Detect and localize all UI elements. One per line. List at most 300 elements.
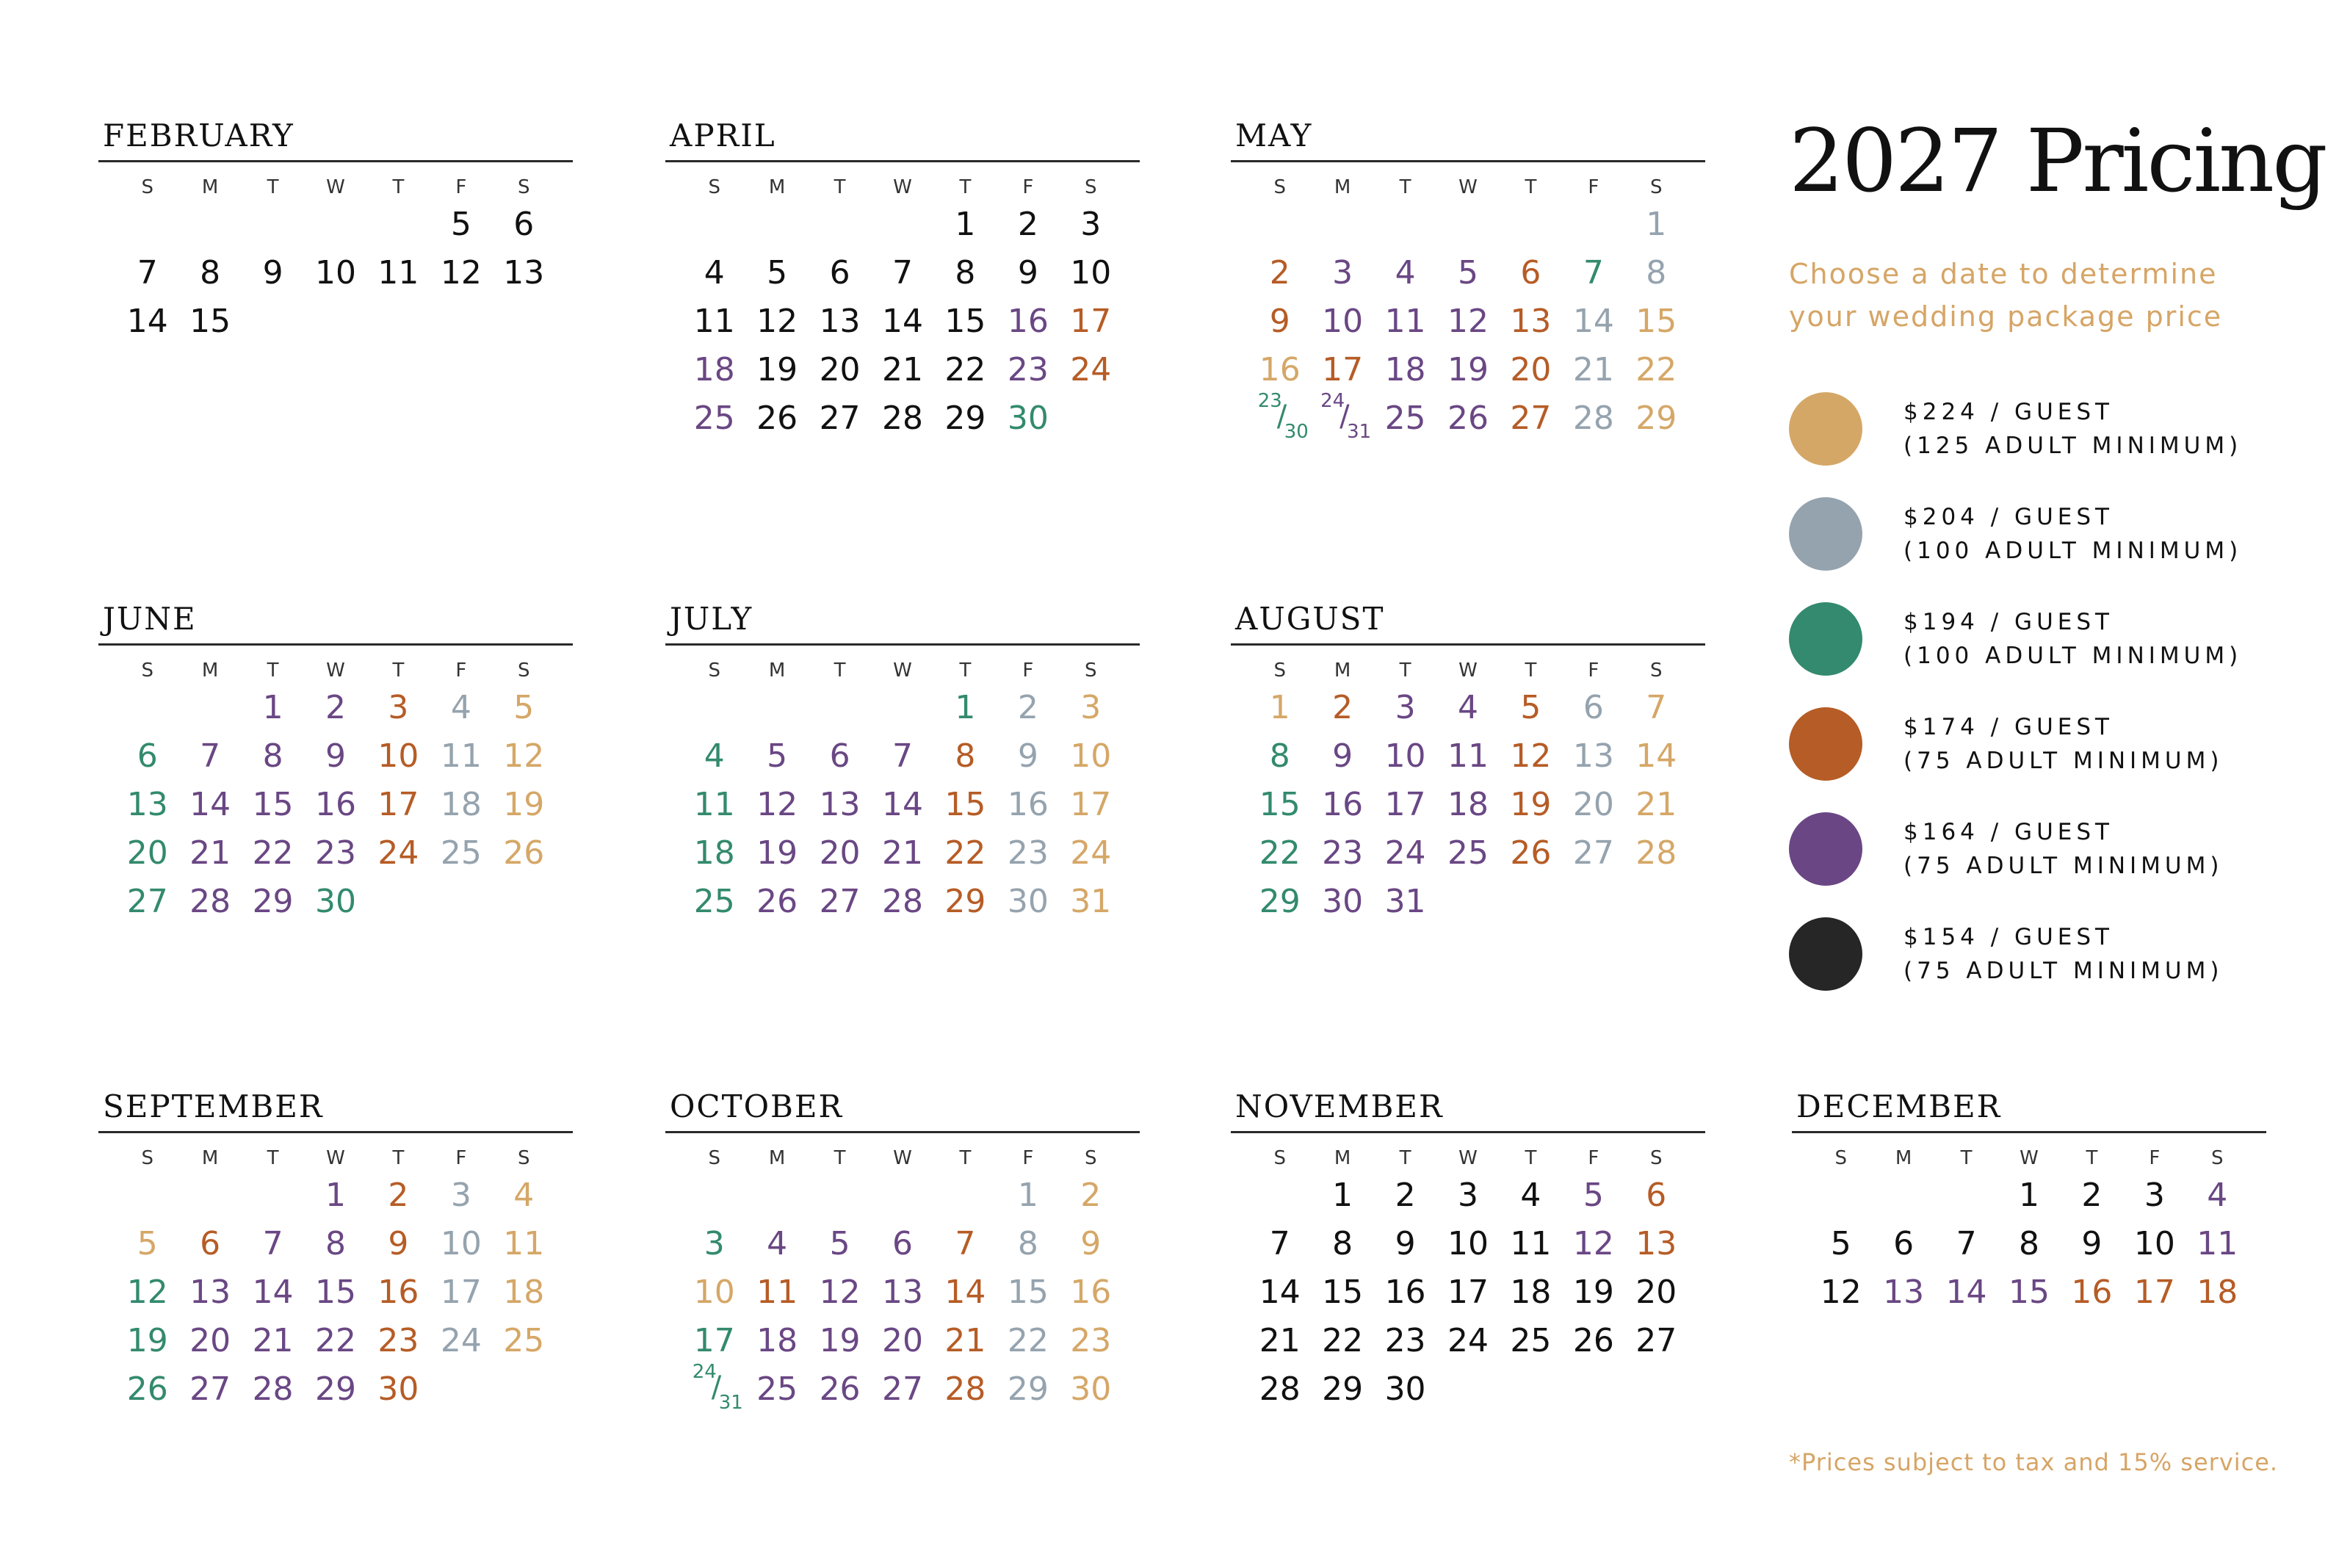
date-cell[interactable] — [997, 829, 1059, 878]
date-cell[interactable] — [1374, 1317, 1436, 1365]
date-cell[interactable] — [242, 1220, 304, 1268]
date-number: 4 — [1395, 254, 1416, 292]
date-cell[interactable] — [178, 1268, 241, 1317]
date-cell[interactable] — [1374, 781, 1436, 829]
date-cell[interactable] — [683, 346, 745, 394]
date-cell[interactable] — [871, 1268, 933, 1317]
date-cell[interactable] — [997, 732, 1059, 781]
date-cell[interactable] — [178, 1365, 241, 1414]
date-cell[interactable] — [1311, 732, 1373, 781]
date-cell[interactable] — [997, 1365, 1059, 1414]
date-cell[interactable] — [116, 781, 178, 829]
date-cell[interactable] — [1248, 1365, 1311, 1414]
date-cell[interactable] — [1060, 1268, 1122, 1317]
date-cell[interactable] — [1248, 1317, 1311, 1365]
date-cell[interactable] — [934, 394, 997, 443]
date-cell[interactable] — [1248, 1220, 1311, 1268]
date-cell[interactable] — [683, 297, 745, 346]
date-cell[interactable] — [745, 781, 808, 829]
date-cell[interactable] — [1311, 1220, 1373, 1268]
date-cell[interactable] — [1374, 1171, 1436, 1220]
date-cell[interactable] — [1998, 1220, 2060, 1268]
date-number: 6 — [200, 1225, 221, 1262]
date-cell[interactable] — [745, 249, 808, 297]
date-cell[interactable] — [683, 394, 745, 443]
date-cell[interactable] — [683, 249, 745, 297]
date-cell[interactable] — [1060, 1220, 1122, 1268]
date-cell[interactable] — [178, 249, 241, 297]
date-cell[interactable] — [997, 297, 1059, 346]
date-cell[interactable] — [304, 878, 366, 926]
date-cell[interactable] — [1625, 829, 1688, 878]
date-cell[interactable] — [997, 684, 1059, 732]
date-cell[interactable] — [242, 781, 304, 829]
date-cell[interactable] — [1060, 297, 1122, 346]
date-cell[interactable] — [745, 1220, 808, 1268]
date-cell[interactable] — [116, 829, 178, 878]
date-cell[interactable] — [1500, 297, 1562, 346]
legend-minimum: (125 ADULT MINIMUM) — [1904, 433, 2243, 459]
date-cell[interactable] — [1374, 878, 1436, 926]
date-cell[interactable] — [934, 200, 997, 249]
date-cell[interactable] — [934, 732, 997, 781]
date-cell[interactable] — [745, 297, 808, 346]
date-cell[interactable] — [2186, 1171, 2249, 1220]
date-cell[interactable] — [493, 1171, 555, 1220]
date-cell[interactable] — [1060, 781, 1122, 829]
date-cell[interactable] — [1374, 297, 1436, 346]
date-cell[interactable] — [1562, 684, 1624, 732]
date-cell[interactable] — [1935, 1268, 1998, 1317]
date-cell[interactable] — [430, 200, 492, 249]
date-number: 5 — [767, 737, 788, 775]
date-cell[interactable] — [1311, 684, 1373, 732]
date-number: 16 — [377, 1273, 419, 1311]
date-cell[interactable] — [304, 1171, 366, 1220]
date-cell[interactable] — [934, 1317, 997, 1365]
date-cell[interactable] — [430, 249, 492, 297]
date-cell[interactable] — [1436, 1220, 1499, 1268]
date-cell[interactable] — [1436, 829, 1499, 878]
date-cell[interactable] — [1248, 297, 1311, 346]
date-cell[interactable] — [1374, 732, 1436, 781]
date-cell[interactable] — [809, 1268, 871, 1317]
date-cell[interactable] — [1998, 1268, 2060, 1317]
date-cell[interactable] — [871, 1365, 933, 1414]
date-cell[interactable] — [1935, 1220, 1998, 1268]
date-cell[interactable] — [871, 1317, 933, 1365]
date-cell[interactable] — [242, 1317, 304, 1365]
date-cell[interactable] — [430, 1268, 492, 1317]
date-number: 20 — [819, 351, 861, 389]
weekday-label: M — [768, 660, 786, 682]
date-cell[interactable] — [1562, 781, 1624, 829]
date-cell[interactable] — [242, 1365, 304, 1414]
date-cell[interactable] — [1625, 684, 1688, 732]
date-cell[interactable] — [871, 346, 933, 394]
date-cell[interactable] — [1562, 249, 1624, 297]
date-cell[interactable] — [178, 829, 241, 878]
date-cell[interactable] — [493, 249, 555, 297]
date-cell[interactable] — [116, 249, 178, 297]
date-cell[interactable] — [1625, 1317, 1688, 1365]
date-cell[interactable] — [871, 878, 933, 926]
date-cell[interactable] — [1562, 829, 1624, 878]
date-cell[interactable] — [1562, 732, 1624, 781]
date-cell[interactable] — [871, 829, 933, 878]
date-cell[interactable] — [1060, 732, 1122, 781]
date-cell[interactable] — [1060, 829, 1122, 878]
date-cell[interactable] — [997, 1171, 1059, 1220]
date-number: 10 — [1070, 737, 1112, 775]
date-cell[interactable] — [367, 1317, 430, 1365]
date-cell[interactable] — [809, 346, 871, 394]
date-cell[interactable] — [809, 1220, 871, 1268]
date-cell[interactable] — [1500, 684, 1562, 732]
date-cell[interactable] — [997, 249, 1059, 297]
date-cell[interactable] — [116, 1365, 178, 1414]
date-cell[interactable] — [493, 1317, 555, 1365]
date-cell[interactable] — [1625, 781, 1688, 829]
date-cell[interactable] — [1562, 1220, 1624, 1268]
date-cell[interactable] — [683, 781, 745, 829]
date-number: 26 — [1510, 834, 1552, 872]
date-cell[interactable] — [178, 781, 241, 829]
date-cell[interactable] — [809, 781, 871, 829]
date-cell[interactable] — [1374, 1365, 1436, 1414]
date-number: 18 — [503, 1273, 545, 1311]
date-cell[interactable] — [430, 1171, 492, 1220]
date-cell[interactable] — [2186, 1268, 2249, 1317]
date-cell[interactable] — [1625, 394, 1688, 443]
date-cell[interactable] — [1500, 1317, 1562, 1365]
date-cell[interactable] — [1625, 249, 1688, 297]
date-number: 15 — [1635, 303, 1677, 340]
date-cell[interactable] — [1311, 1171, 1373, 1220]
empty-cell — [871, 200, 933, 249]
date-cell[interactable] — [1248, 684, 1311, 732]
date-cell[interactable] — [871, 249, 933, 297]
date-cell[interactable] — [1436, 684, 1499, 732]
date-cell[interactable] — [1562, 394, 1624, 443]
date-cell[interactable] — [934, 829, 997, 878]
date-cell[interactable] — [430, 1220, 492, 1268]
date-cell[interactable] — [1872, 1268, 1934, 1317]
date-cell[interactable] — [1248, 390, 1311, 443]
date-cell[interactable] — [116, 1220, 178, 1268]
date-cell[interactable] — [997, 346, 1059, 394]
date-cell[interactable] — [745, 346, 808, 394]
date-number: 15 — [2008, 1273, 2050, 1311]
date-cell[interactable] — [934, 1268, 997, 1317]
date-cell[interactable] — [178, 297, 241, 346]
date-cell[interactable] — [1562, 346, 1624, 394]
date-cell[interactable] — [809, 878, 871, 926]
date-cell[interactable] — [1810, 1268, 1872, 1317]
date-cell[interactable] — [304, 684, 366, 732]
date-cell[interactable] — [1374, 1268, 1436, 1317]
date-cell[interactable] — [430, 781, 492, 829]
date-cell[interactable] — [367, 1268, 430, 1317]
date-cell[interactable] — [178, 1317, 241, 1365]
date-cell[interactable] — [1625, 346, 1688, 394]
date-cell[interactable] — [493, 781, 555, 829]
date-cell[interactable] — [1060, 1317, 1122, 1365]
date-cell[interactable] — [1311, 1268, 1373, 1317]
date-cell[interactable] — [178, 1220, 241, 1268]
date-cell[interactable] — [1500, 829, 1562, 878]
date-cell[interactable] — [1436, 732, 1499, 781]
date-cell[interactable] — [1436, 1317, 1499, 1365]
date-cell[interactable] — [997, 200, 1059, 249]
date-cell[interactable] — [934, 781, 997, 829]
date-cell[interactable] — [745, 394, 808, 443]
date-cell[interactable] — [809, 249, 871, 297]
date-cell[interactable] — [2123, 1171, 2186, 1220]
date-cell[interactable] — [1311, 1317, 1373, 1365]
date-cell[interactable] — [871, 1220, 933, 1268]
date-cell[interactable] — [116, 1268, 178, 1317]
empty-cell — [367, 200, 430, 249]
date-cell[interactable] — [1311, 878, 1373, 926]
date-cell[interactable] — [683, 1317, 745, 1365]
date-number: 14 — [881, 303, 923, 340]
date-cell[interactable] — [683, 732, 745, 781]
date-cell[interactable] — [1500, 1268, 1562, 1317]
date-cell[interactable] — [1625, 1220, 1688, 1268]
date-cell[interactable] — [2061, 1220, 2123, 1268]
date-cell[interactable] — [2123, 1220, 2186, 1268]
date-cell[interactable] — [809, 297, 871, 346]
date-cell[interactable] — [809, 394, 871, 443]
date-cell[interactable] — [1060, 249, 1122, 297]
date-cell[interactable] — [367, 732, 430, 781]
date-cell[interactable] — [430, 684, 492, 732]
date-cell[interactable] — [367, 1365, 430, 1414]
date-cell[interactable] — [934, 297, 997, 346]
date-cell[interactable] — [997, 878, 1059, 926]
date-cell[interactable] — [1436, 394, 1499, 443]
date-cell[interactable] — [2123, 1268, 2186, 1317]
date-cell[interactable] — [1374, 394, 1436, 443]
date-cell[interactable] — [430, 732, 492, 781]
date-cell[interactable] — [745, 829, 808, 878]
date-cell[interactable] — [304, 1220, 366, 1268]
date-cell[interactable] — [493, 200, 555, 249]
date-cell[interactable] — [1248, 249, 1311, 297]
date-cell[interactable] — [934, 878, 997, 926]
date-cell[interactable] — [934, 1220, 997, 1268]
date-cell[interactable] — [1436, 1268, 1499, 1317]
date-cell[interactable] — [242, 249, 304, 297]
date-cell[interactable] — [683, 1268, 745, 1317]
date-cell[interactable] — [304, 249, 366, 297]
date-cell[interactable] — [1060, 878, 1122, 926]
date-cell[interactable] — [116, 878, 178, 926]
date-cell[interactable] — [1436, 249, 1499, 297]
date-cell[interactable] — [1248, 732, 1311, 781]
date-cell[interactable] — [1625, 297, 1688, 346]
date-cell[interactable] — [242, 684, 304, 732]
date-cell[interactable] — [1060, 684, 1122, 732]
date-cell[interactable] — [367, 1220, 430, 1268]
date-cell[interactable] — [1500, 346, 1562, 394]
date-cell[interactable] — [745, 878, 808, 926]
date-cell[interactable] — [242, 1268, 304, 1317]
date-number: 9 — [1269, 303, 1290, 340]
date-number: 13 — [1510, 303, 1552, 340]
date-cell[interactable] — [1374, 346, 1436, 394]
date-cell[interactable] — [997, 781, 1059, 829]
date-cell[interactable] — [242, 732, 304, 781]
date-cell[interactable] — [1311, 781, 1373, 829]
date-cell[interactable] — [1374, 684, 1436, 732]
date-cell[interactable] — [1500, 394, 1562, 443]
date-cell[interactable] — [430, 1317, 492, 1365]
date-cell[interactable] — [178, 878, 241, 926]
purple-swatch-icon — [1789, 812, 1862, 886]
date-cell[interactable] — [116, 732, 178, 781]
date-cell[interactable] — [1810, 1220, 1872, 1268]
date-cell[interactable] — [745, 1365, 808, 1414]
date-cell[interactable] — [745, 1268, 808, 1317]
date-cell[interactable] — [745, 732, 808, 781]
date-cell[interactable] — [178, 732, 241, 781]
date-cell[interactable] — [2186, 1220, 2249, 1268]
date-cell[interactable] — [1248, 878, 1311, 926]
date-cell[interactable] — [1562, 1317, 1624, 1365]
date-cell[interactable] — [1562, 297, 1624, 346]
date-cell[interactable] — [367, 249, 430, 297]
date-cell[interactable] — [683, 1361, 745, 1414]
date-cell[interactable] — [745, 1317, 808, 1365]
date-cell[interactable] — [1311, 1365, 1373, 1414]
date-cell[interactable] — [1311, 249, 1373, 297]
date-cell[interactable] — [367, 1171, 430, 1220]
date-cell[interactable] — [871, 732, 933, 781]
date-cell[interactable] — [1872, 1220, 1934, 1268]
date-number: 14 — [1259, 1273, 1301, 1311]
date-cell[interactable] — [1248, 1268, 1311, 1317]
date-cell[interactable] — [871, 781, 933, 829]
date-cell[interactable] — [1562, 1171, 1624, 1220]
date-cell[interactable] — [1625, 200, 1688, 249]
date-cell[interactable] — [934, 346, 997, 394]
date-cell[interactable] — [683, 1220, 745, 1268]
date-cell[interactable] — [493, 732, 555, 781]
date-number: 12 — [1447, 303, 1489, 340]
date-cell[interactable] — [1311, 829, 1373, 878]
date-cell[interactable] — [1562, 1268, 1624, 1317]
date-number: 26 — [819, 1370, 861, 1408]
date-cell[interactable] — [1374, 829, 1436, 878]
date-cell[interactable] — [304, 732, 366, 781]
date-cell[interactable] — [304, 1365, 366, 1414]
date-number: 22 — [1259, 834, 1301, 872]
date-cell[interactable] — [934, 249, 997, 297]
date-cell[interactable] — [242, 829, 304, 878]
date-cell[interactable] — [116, 1317, 178, 1365]
date-cell[interactable] — [1311, 297, 1373, 346]
date-cell[interactable] — [367, 829, 430, 878]
date-cell[interactable] — [1436, 297, 1499, 346]
date-cell[interactable] — [1625, 1171, 1688, 1220]
date-cell[interactable] — [493, 1220, 555, 1268]
date-cell[interactable] — [430, 829, 492, 878]
date-cell[interactable] — [1248, 346, 1311, 394]
date-cell[interactable] — [2061, 1268, 2123, 1317]
date-cell[interactable] — [116, 297, 178, 346]
date-number: 6 — [892, 1225, 913, 1262]
date-number: 9 — [1017, 737, 1038, 775]
date-cell[interactable] — [1998, 1171, 2060, 1220]
date-cell[interactable] — [1311, 390, 1373, 443]
date-cell[interactable] — [997, 1268, 1059, 1317]
date-cell[interactable] — [493, 1268, 555, 1317]
date-number: 30 — [377, 1370, 419, 1408]
date-cell[interactable] — [997, 1317, 1059, 1365]
date-cell[interactable] — [1374, 249, 1436, 297]
date-cell[interactable] — [1248, 829, 1311, 878]
date-number: 28 — [1259, 1370, 1301, 1408]
date-cell[interactable] — [1500, 249, 1562, 297]
date-cell[interactable] — [809, 829, 871, 878]
date-cell[interactable] — [304, 1317, 366, 1365]
date-cell[interactable] — [997, 394, 1059, 443]
date-cell[interactable] — [934, 1365, 997, 1414]
date-cell[interactable] — [871, 297, 933, 346]
date-cell[interactable] — [493, 684, 555, 732]
day-grid — [98, 162, 573, 346]
month-calendar-july — [665, 601, 1140, 926]
date-cell[interactable] — [1248, 781, 1311, 829]
date-cell[interactable] — [1060, 200, 1122, 249]
date-cell[interactable] — [367, 684, 430, 732]
date-cell[interactable] — [809, 1365, 871, 1414]
date-cell[interactable] — [1500, 781, 1562, 829]
date-cell[interactable] — [997, 1220, 1059, 1268]
date-cell[interactable] — [242, 878, 304, 926]
date-cell[interactable] — [1625, 1268, 1688, 1317]
date-cell[interactable] — [1436, 346, 1499, 394]
date-cell[interactable] — [1060, 1171, 1122, 1220]
date-cell[interactable] — [304, 781, 366, 829]
date-cell[interactable] — [934, 684, 997, 732]
date-cell[interactable] — [1436, 1171, 1499, 1220]
date-cell[interactable] — [1500, 1171, 1562, 1220]
date-cell[interactable] — [2061, 1171, 2123, 1220]
date-cell[interactable] — [683, 878, 745, 926]
date-cell[interactable] — [304, 1268, 366, 1317]
date-cell[interactable] — [871, 394, 933, 443]
date-cell[interactable] — [367, 781, 430, 829]
date-cell[interactable] — [493, 829, 555, 878]
date-cell[interactable] — [683, 829, 745, 878]
date-cell[interactable] — [1625, 732, 1688, 781]
date-cell[interactable] — [1374, 1220, 1436, 1268]
date-cell[interactable] — [1060, 346, 1122, 394]
date-cell[interactable] — [304, 829, 366, 878]
date-cell[interactable] — [1060, 1365, 1122, 1414]
date-number: 3 — [1332, 254, 1353, 292]
date-cell[interactable] — [1500, 1220, 1562, 1268]
date-cell[interactable] — [1436, 781, 1499, 829]
date-cell[interactable] — [1500, 732, 1562, 781]
date-cell[interactable] — [1311, 346, 1373, 394]
date-number: 14 — [1635, 737, 1677, 775]
date-cell[interactable] — [809, 1317, 871, 1365]
date-cell[interactable] — [809, 732, 871, 781]
